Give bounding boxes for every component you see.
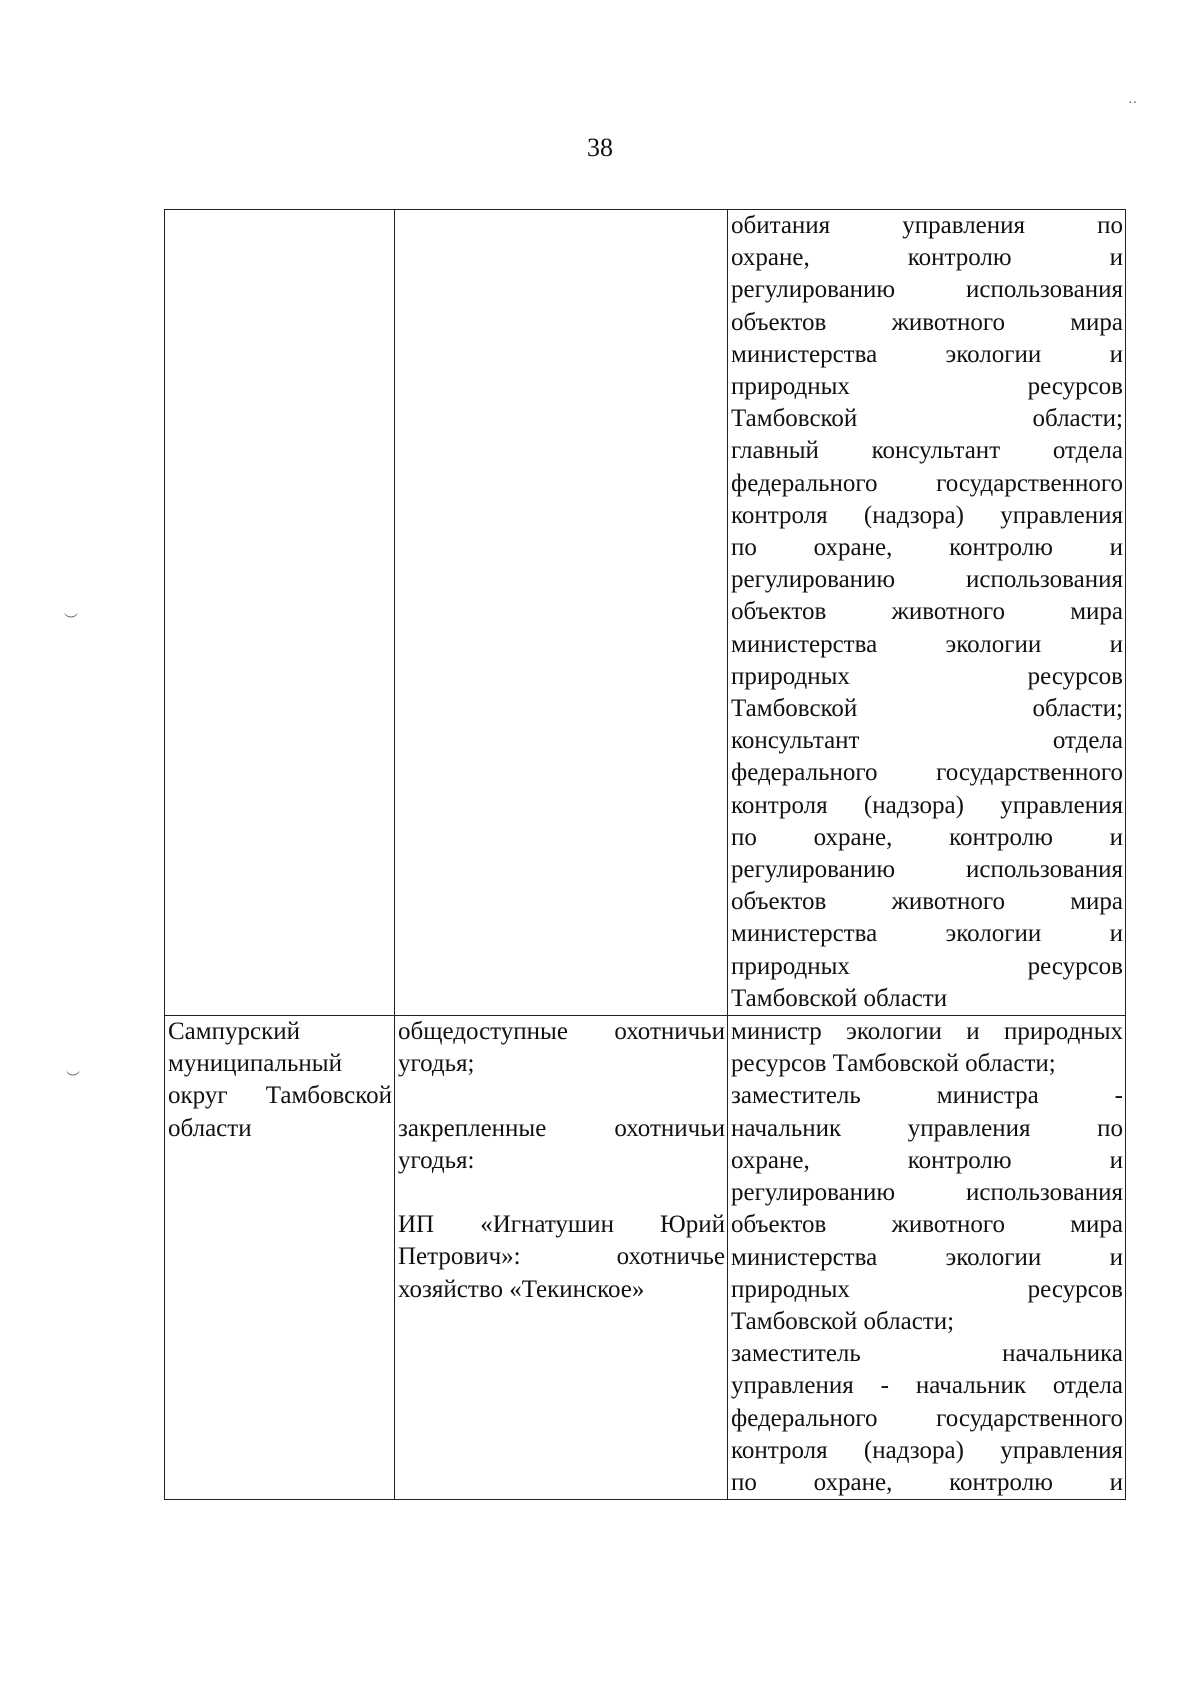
text-line: природных ресурсов — [731, 662, 1123, 690]
text-line: Тамбовской области; — [731, 405, 1123, 433]
table-row — [165, 210, 1126, 1016]
cell-hunting-grounds — [395, 210, 728, 1016]
text-line: по охране, контролю и — [731, 534, 1123, 562]
document-table — [164, 209, 1126, 1500]
text-line: федерального государственного — [731, 469, 1123, 497]
cell-district — [165, 210, 395, 1016]
text-line: контроля (надзора) управления — [731, 791, 1123, 819]
text-line: природных ресурсов — [731, 1275, 1123, 1303]
text-line: по охране, контролю и — [731, 1468, 1123, 1496]
text-line: общедоступные охотничьи — [398, 1018, 725, 1046]
text-line: Сампурский — [168, 1018, 300, 1046]
text-line: министерства экологии и — [731, 630, 1123, 658]
text-line: Тамбовской области; — [731, 695, 1123, 723]
text-line: заместитель начальника — [731, 1340, 1123, 1368]
text-line: главный консультант отдела — [731, 437, 1123, 465]
text-line: министерства экологии и — [731, 1243, 1123, 1271]
paragraph-gap — [398, 1177, 725, 1209]
text-line: управления - начальник отдела — [731, 1372, 1123, 1400]
scan-mark-top-right: ·· — [1128, 96, 1138, 111]
text-line: заместитель министра - — [731, 1082, 1123, 1110]
text-line: ИП «Игнатушин Юрий — [398, 1211, 725, 1239]
text-line: охране, контролю и — [731, 1146, 1123, 1174]
text-line: угодья: — [398, 1146, 475, 1174]
scan-mark-left-2: ︶ — [66, 1072, 80, 1087]
text-line: природных ресурсов — [731, 952, 1123, 980]
text-line: контроля (надзора) управления — [731, 1436, 1123, 1464]
text-line: контроля (надзора) управления — [731, 501, 1123, 529]
text-line: министр экологии и природных — [731, 1018, 1123, 1046]
text-line: начальник управления по — [731, 1114, 1123, 1142]
text-line: Тамбовской области; — [731, 1307, 955, 1335]
text-line: угодья; — [398, 1050, 475, 1078]
text-line: федерального государственного — [731, 759, 1123, 787]
cell-district — [165, 1016, 395, 1500]
paragraph-gap — [398, 1080, 725, 1112]
text-line: обитания управления по — [731, 212, 1123, 239]
scan-mark-left-1: ︶ — [64, 614, 78, 629]
text-line: объектов животного мира — [731, 598, 1123, 626]
text-line: федерального государственного — [731, 1404, 1123, 1432]
text-line: Тамбовской области — [731, 984, 948, 1012]
text-line: объектов животного мира — [731, 1211, 1123, 1239]
text-line: Петрович»: охотничье — [398, 1243, 725, 1271]
cell-officials — [728, 210, 1126, 1016]
text-line: области — [168, 1114, 252, 1142]
text-line: закрепленные охотничьи — [398, 1114, 725, 1142]
text-line: по охране, контролю и — [731, 823, 1123, 851]
text-line: объектов животного мира — [731, 888, 1123, 916]
text-line: консультант отдела — [731, 727, 1123, 755]
text-line: регулированию использования — [731, 856, 1123, 884]
cell-hunting-grounds — [395, 1016, 728, 1500]
text-line: охране, контролю и — [731, 244, 1123, 272]
text-line: ресурсов Тамбовской области; — [731, 1050, 1056, 1078]
text-line: объектов животного мира — [731, 308, 1123, 336]
text-line: министерства экологии и — [731, 340, 1123, 368]
text-line: природных ресурсов — [731, 373, 1123, 401]
text-line: регулированию использования — [731, 566, 1123, 594]
text-line: хозяйство «Текинское» — [398, 1275, 645, 1303]
text-line: регулированию использования — [731, 276, 1123, 304]
cell-officials — [728, 1016, 1126, 1500]
table-row — [165, 1016, 1126, 1500]
text-line: регулированию использования — [731, 1179, 1123, 1207]
text-line: округ Тамбовской — [168, 1082, 392, 1110]
text-line: министерства экологии и — [731, 920, 1123, 948]
text-line: муниципальный — [168, 1050, 342, 1078]
page-number: 38 — [587, 133, 613, 162]
